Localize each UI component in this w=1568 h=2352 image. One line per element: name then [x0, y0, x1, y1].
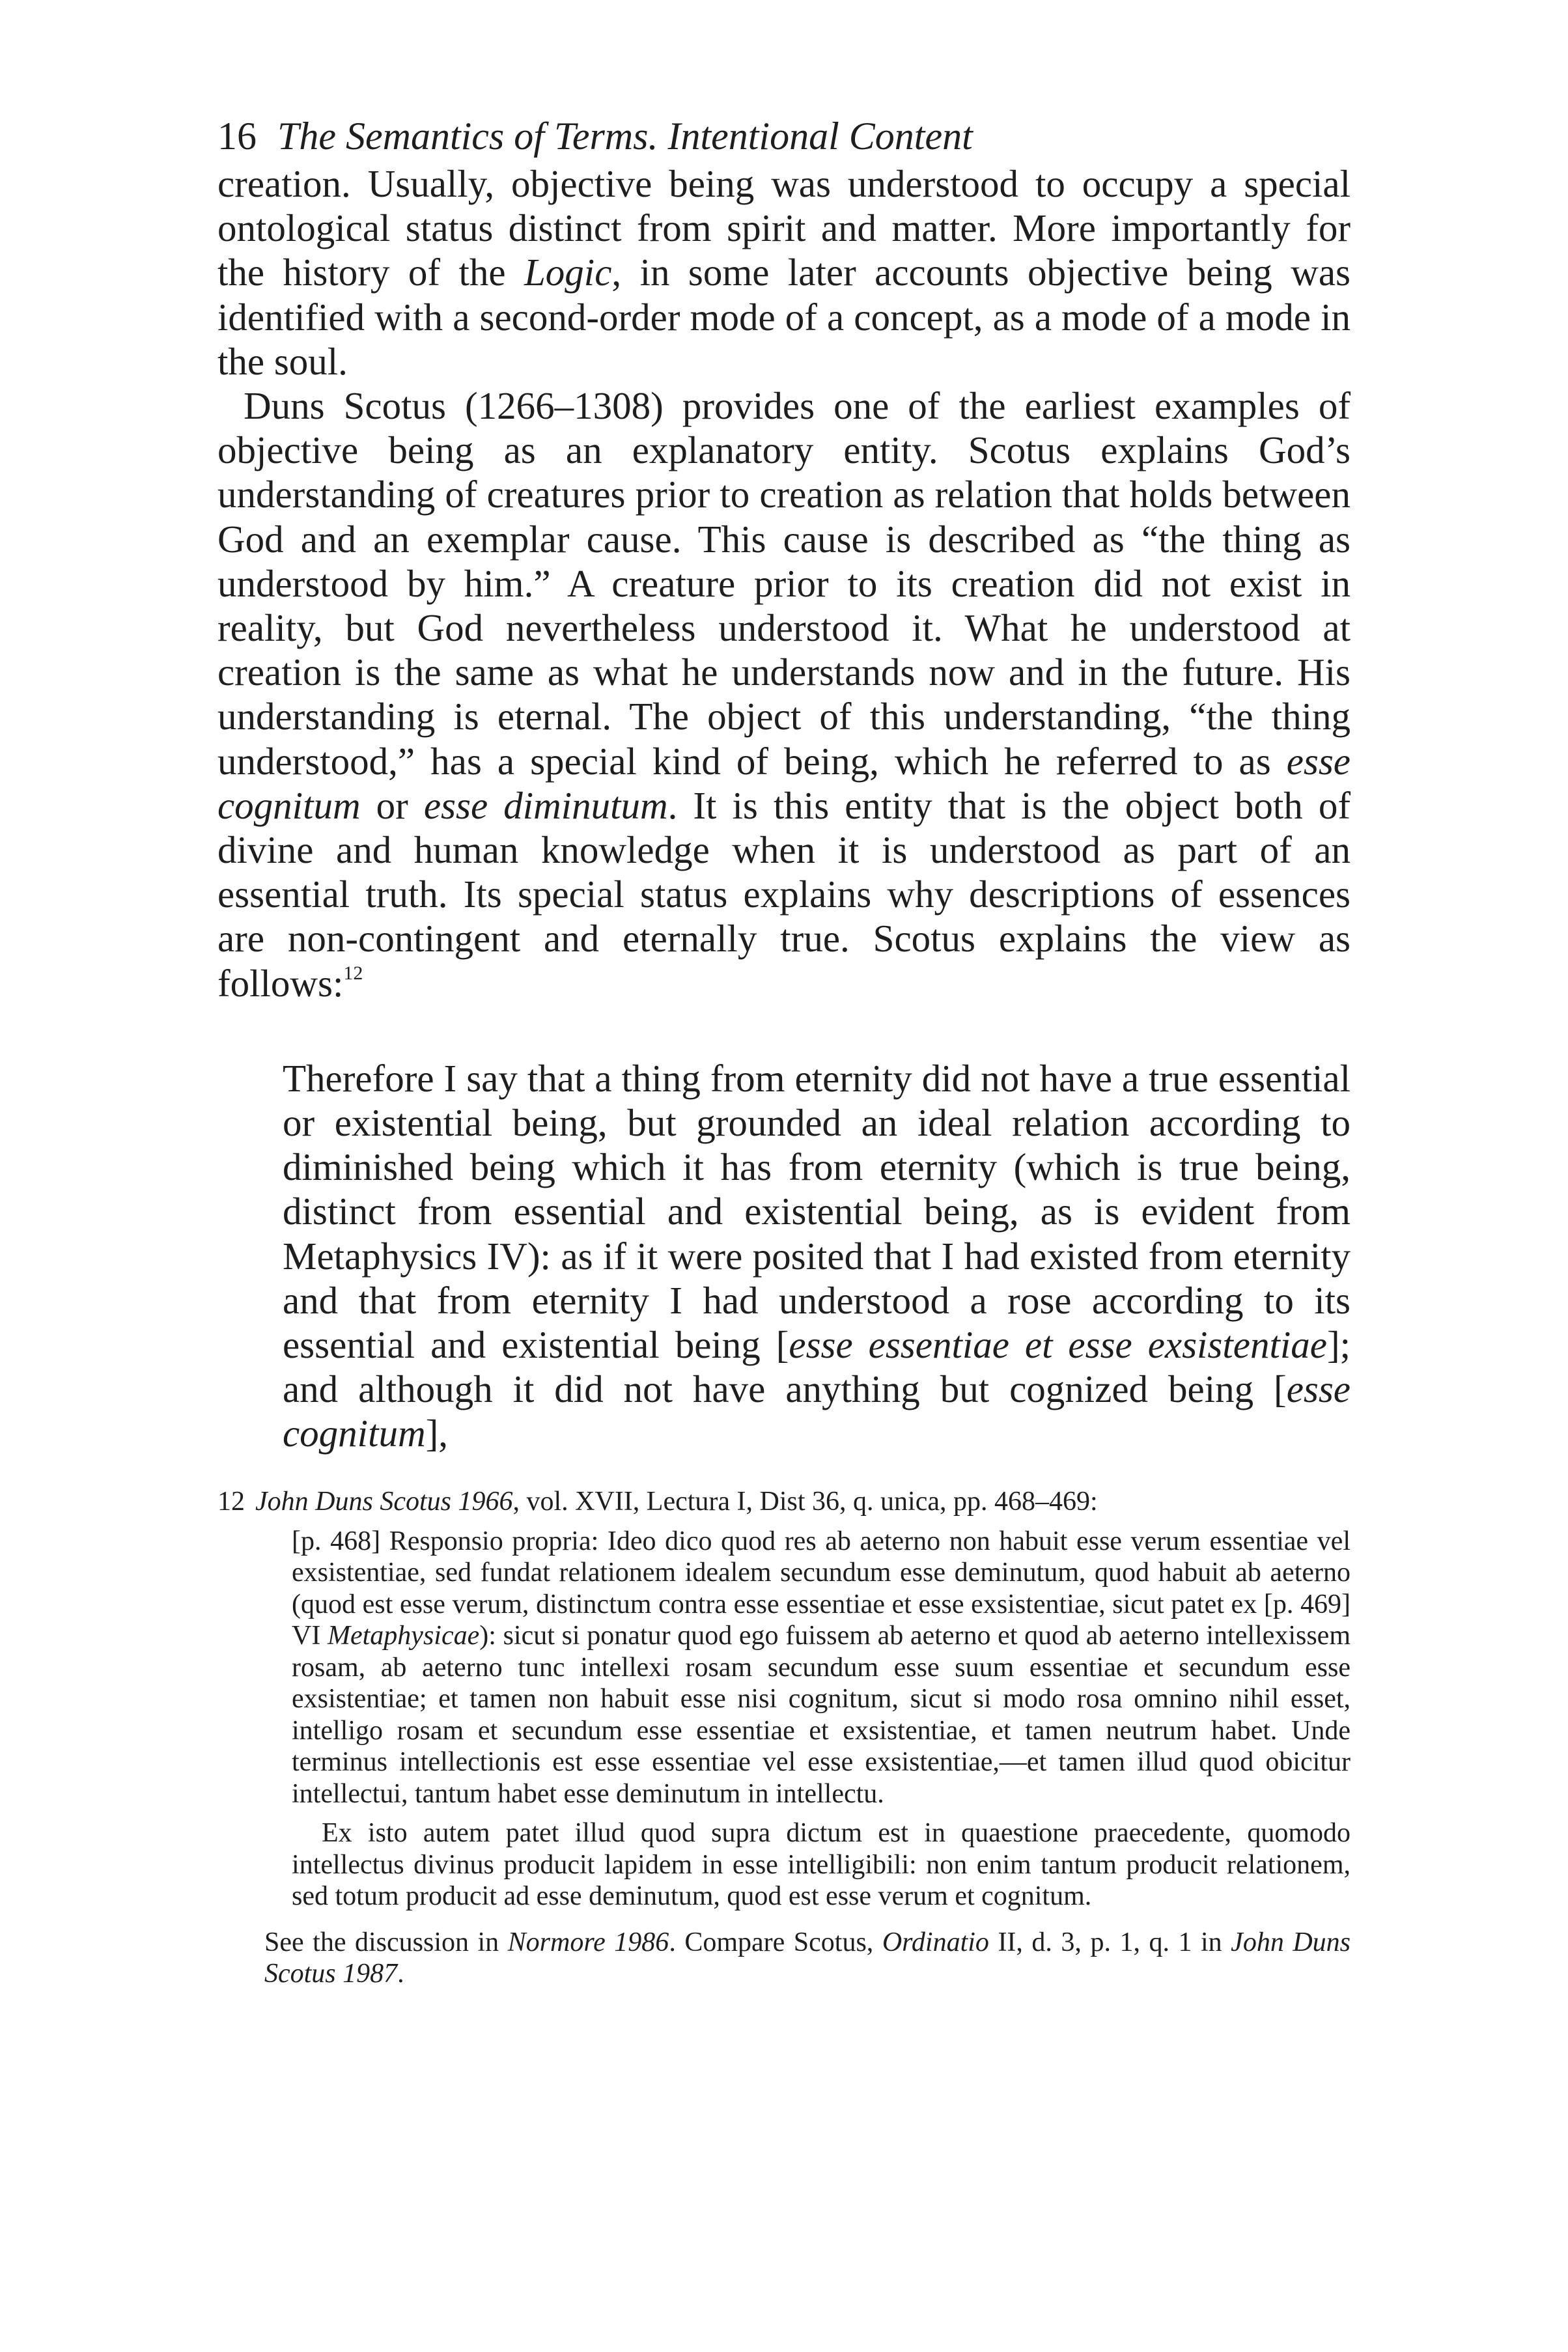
- footnote-ref-12[interactable]: 12: [343, 962, 363, 984]
- see-john-duns-scotus: John Duns Scotus 1987: [264, 1927, 1351, 1989]
- running-head: [217, 112, 1351, 160]
- paragraph-2-text-a: Duns Scotus (1266–1308) provides one of the earliest examples of objective being as an explanatory entity. Scotus explains God’s understanding of creatures prior to creation as relation that holds between God and an exemplar cause. This cause is described as “the thing as understood by him.” A creature prior to its creation did not exist in reality, but God nevertheless understood it. What he understood at creation is the same as what he understands now and in the future. His understanding is eternal. The object of this understanding, “the thing understood,” has a special kind of being, which he referred to as: [217, 384, 1351, 783]
- quote-text-b: ]; and although it did not have anything but cognized being [: [283, 1323, 1351, 1411]
- see-ordinatio: Ordinatio: [882, 1927, 989, 1957]
- page-number: 16: [217, 115, 257, 158]
- quote-term-1: esse essentiae et esse exsistentiae: [789, 1323, 1327, 1367]
- footnote-12-citation: [217, 1486, 1351, 1518]
- paragraph-2: [217, 384, 1351, 1005]
- footnote-source-rest: , vol. XVII, Lectura I, Dist 36, q. unica, pp. 468–469:: [512, 1487, 1098, 1517]
- paragraph-2-or: or: [360, 783, 424, 827]
- see-text-b: . Compare Scotus,: [669, 1927, 882, 1957]
- latin-metaphysicae: Metaphysicae: [328, 1621, 480, 1651]
- quote-text-c: ],: [425, 1412, 448, 1455]
- body-text: [217, 161, 1351, 1005]
- footnote-see-also: [264, 1927, 1351, 1990]
- paragraph-1: [217, 161, 1351, 384]
- see-text-d: .: [397, 1959, 404, 1989]
- footnote-section: [217, 1486, 1351, 1990]
- quote-text-a: Therefore I say that a thing from eternity did not have a true essential or existential being, but grounded an ideal relation according to diminished being which it has from eternity (which is true being, distinct from essential and existential being, as is evident from Metaphysics IV): as if it were posited that I had existed from eternity and that from eternity I had understood a rose according to its essential and existential being [: [283, 1056, 1351, 1367]
- latin-text-a: [p. 468] Responsio propria: Ideo dico quod res ab aeterno non habuit esse verum essentiae vel exsistentiae, sed fundat relationem idealem secundum esse deminutum, quod habuit ab aeterno (quod est esse verum, distinctum contra esse essentiae et esse exsistentiae, sicut patet ex [p. 469] VI: [292, 1526, 1351, 1651]
- quote-term-2: esse cognitum: [283, 1367, 1351, 1455]
- footnote-number: 12: [217, 1487, 245, 1517]
- paragraph-1-text-b: , in some later accounts objective being was identified with a second-order mode of a concept, as a mode of a mode in the soul.: [217, 251, 1351, 383]
- term-esse-cognitum: esse cognitum: [217, 739, 1351, 827]
- latin-text-b: ): sicut si ponatur quod ego fuissem ab aeterno et quod ab aeterno intellexissem rosam, ab aeterno tunc intellexi rosam secundum esse suum essentiae et secundum esse exsistentiae; et tamen non habuit esse nisi cognitum, sicut si modo rosa omnino nihil esset, intelligo rosam et secundum esse essentiae et exsistentiae, et tamen neutrum habet. Unde terminus intellectionis est esse essentiae vel esse exsistentiae,—et tamen illud quod obicitur intellectui, tantum habet esse deminutum in intellectu.: [292, 1621, 1351, 1809]
- footnote-source-title: John Duns Scotus 1966: [255, 1487, 513, 1517]
- block-quote: [283, 1056, 1351, 1456]
- footnote-latin-quote: [292, 1526, 1351, 1912]
- see-text-c: II, d. 3, p. 1, q. 1 in: [988, 1927, 1231, 1957]
- see-text-a: See the discussion in: [264, 1927, 508, 1957]
- see-normore: Normore 1986: [507, 1927, 669, 1957]
- logic-title: Logic: [524, 251, 612, 294]
- paragraph-1-text-a: creation. Usually, objective being was understood to occupy a special ontological status distinct from spirit and matter. More importantly for the history of the: [217, 162, 1351, 294]
- latin-paragraph-1: [292, 1526, 1351, 1810]
- latin-paragraph-2: Ex isto autem patet illud quod supra dictum est in quaestione praecedente, quomodo intellectus divinus producit lapidem in esse intelligibili: non enim tantum producit relationem, sed totum producit ad esse deminutum, quod est esse verum et cognitum.: [292, 1818, 1351, 1911]
- running-title: The Semantics of Terms. Intentional Content: [277, 115, 973, 158]
- paragraph-2-text-b: . It is this entity that is the object both of divine and human knowledge when it is understood as part of an essential truth. Its special status explains why descriptions of essences are non-contingent and eternally true. Scotus explains the view as follows:: [217, 783, 1351, 1005]
- term-esse-diminutum: esse diminutum: [423, 783, 668, 827]
- page-content: [217, 112, 1351, 1456]
